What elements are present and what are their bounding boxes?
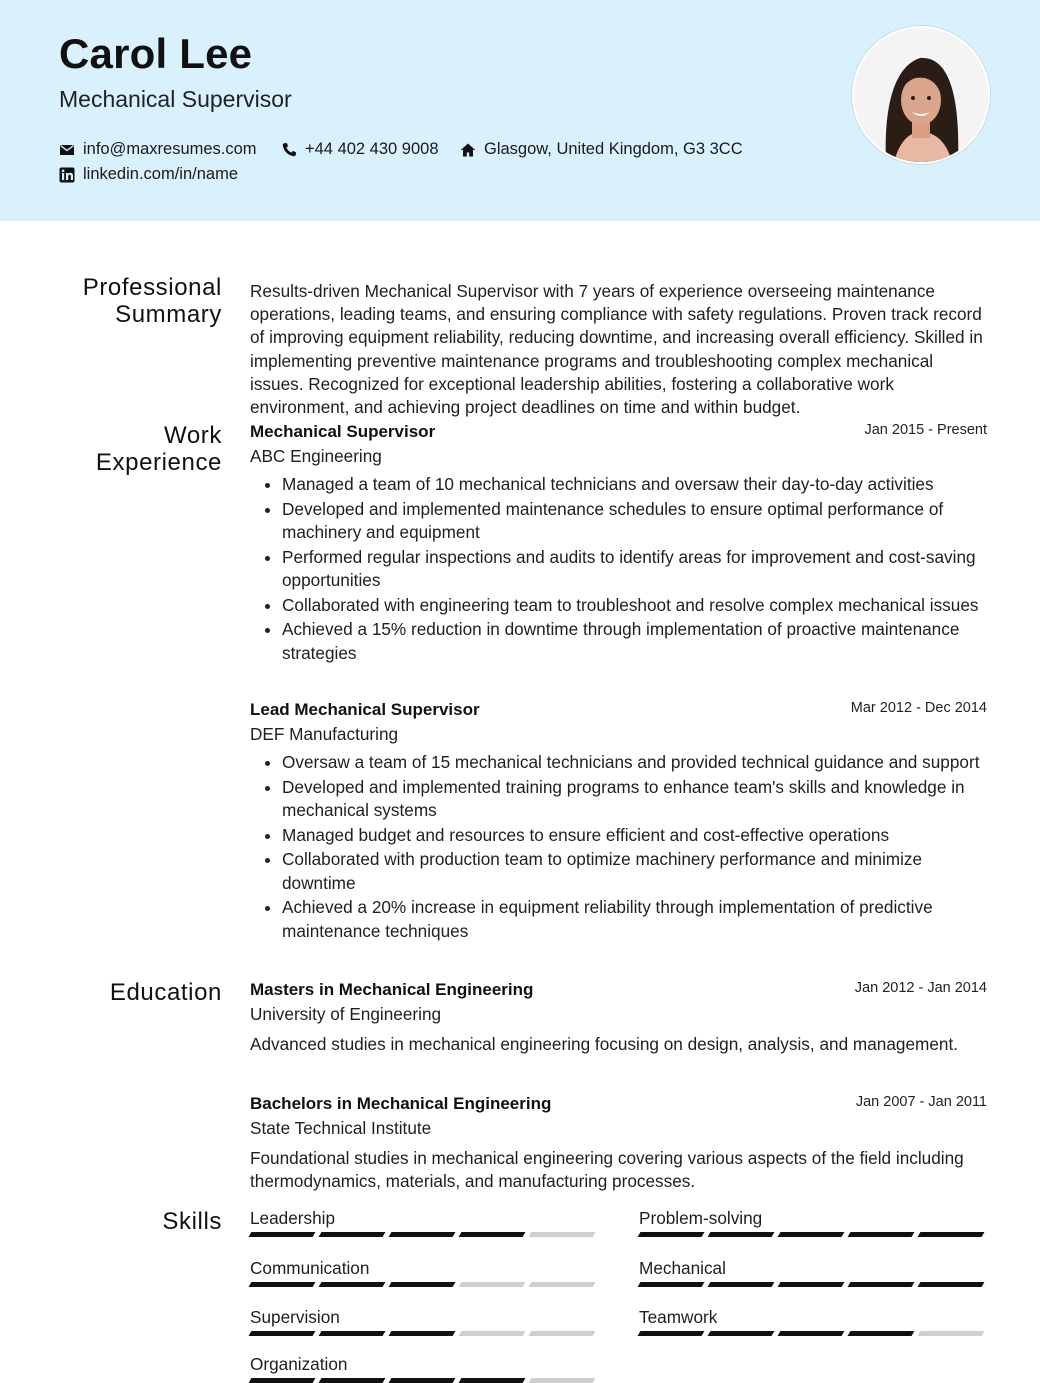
skill-segment [918, 1282, 985, 1287]
skill-segment [778, 1232, 845, 1237]
skill-segment [319, 1282, 386, 1287]
bullet-item: • Managed budget and resources to ensure efficient and cost-effective operations [282, 824, 987, 848]
skill-segment [529, 1282, 596, 1287]
skill-segment [389, 1232, 456, 1237]
school-name: University of Engineering [250, 1004, 442, 1024]
bullet-item: • Achieved a 20% increase in equipment reliability through implementation of predictive maintenance techniques [282, 896, 987, 943]
location-text: Glasgow, United Kingdom, G3 3CC [484, 140, 743, 158]
skill-segment [918, 1331, 985, 1336]
email-text: info@maxresumes.com [83, 140, 257, 158]
job-dates: Mar 2012 - Dec 2014 [850, 700, 987, 716]
skill-segment [459, 1331, 526, 1336]
skill-level-bar [639, 1232, 987, 1237]
skill-segment [778, 1331, 845, 1336]
education-description: Advanced studies in mechanical engineering focusing on design, analysis, and management. [250, 1034, 959, 1054]
skill-segment [389, 1331, 456, 1336]
bullet-item: • Oversaw a team of 15 mechanical technicians and provided technical guidance and support [282, 751, 987, 775]
skill-level-bar [250, 1331, 598, 1336]
company-name: DEF Manufacturing [250, 724, 399, 744]
degree-title: Masters in Mechanical Engineering [250, 980, 534, 999]
job-title: Lead Mechanical Supervisor [250, 700, 480, 719]
skill-segment [249, 1282, 316, 1287]
skill-item [639, 1208, 987, 1237]
skill-level-bar [250, 1232, 598, 1237]
skill-name: Problem-solving [639, 1208, 763, 1228]
skill-segment [848, 1232, 915, 1237]
skill-segment [708, 1282, 775, 1287]
section-label-work [96, 422, 222, 476]
skill-segment [249, 1378, 316, 1383]
work-label-line1: Work [164, 422, 222, 449]
section-label-education: Education [109, 979, 222, 1006]
skill-segment [459, 1232, 526, 1237]
skill-item [639, 1307, 987, 1336]
linkedin-text: linkedin.com/in/name [83, 165, 238, 183]
skill-segment [638, 1331, 705, 1336]
bullet-item: • Developed and implemented maintenance schedules to ensure optimal performance of machinery and equipment [282, 498, 987, 545]
skill-name: Teamwork [639, 1307, 718, 1327]
skill-segment [529, 1378, 596, 1383]
skill-segment [529, 1331, 596, 1336]
skill-segment [389, 1378, 456, 1383]
skill-level-bar [250, 1282, 598, 1287]
skill-segment [708, 1331, 775, 1336]
skill-level-bar [639, 1331, 987, 1336]
bullet-item: • Managed a team of 10 mechanical technicians and oversaw their day-to-day activities [282, 473, 987, 497]
bullet-item: • Achieved a 15% reduction in downtime through implementation of proactive maintenance strategies [282, 618, 987, 665]
skill-segment [918, 1232, 985, 1237]
home-icon [460, 142, 476, 158]
skill-segment [319, 1378, 386, 1383]
skill-segment [708, 1232, 775, 1237]
skill-name: Supervision [250, 1307, 340, 1327]
skill-segment [319, 1232, 386, 1237]
skill-name: Organization [250, 1354, 348, 1374]
education-entry [250, 1094, 987, 1193]
job-entry [250, 422, 987, 666]
summary-label-line2: Summary [115, 301, 222, 328]
skill-segment [389, 1282, 456, 1287]
skill-item [250, 1258, 598, 1287]
contact-linkedin[interactable] [59, 165, 238, 184]
skill-segment [638, 1232, 705, 1237]
candidate-name: Carol Lee [59, 30, 253, 77]
skill-segment [249, 1331, 316, 1336]
job-dates: Jan 2015 - Present [864, 422, 987, 438]
skill-item [250, 1307, 598, 1336]
bullet-item: • Collaborated with engineering team to troubleshoot and resolve complex mechanical issues [282, 594, 987, 618]
skill-segment [638, 1282, 705, 1287]
summary-label-line1: Professional [82, 274, 222, 301]
skill-name: Leadership [250, 1208, 336, 1228]
bullet-item: • Collaborated with production team to optimize machinery performance and minimize downtime [282, 848, 987, 895]
education-dates: Jan 2012 - Jan 2014 [854, 980, 987, 996]
education-description: Foundational studies in mechanical engineering covering various aspects of the field including thermodynamics, materials, and manufacturing processes. [250, 1148, 964, 1192]
education-entry [250, 980, 987, 1056]
degree-title: Bachelors in Mechanical Engineering [250, 1094, 552, 1113]
skill-level-bar [250, 1378, 598, 1383]
contact-location [460, 140, 743, 159]
envelope-icon [59, 142, 75, 158]
company-name: ABC Engineering [250, 446, 382, 466]
contact-email[interactable] [59, 140, 257, 159]
skill-segment [319, 1331, 386, 1336]
resume-header [0, 0, 1040, 221]
section-label-summary [83, 274, 222, 328]
summary-block [250, 280, 987, 419]
linkedin-icon [59, 167, 75, 183]
skill-segment [529, 1232, 596, 1237]
skill-segment [848, 1282, 915, 1287]
phone-text: +44 402 430 9008 [305, 140, 439, 158]
contact-phone[interactable] [281, 140, 439, 159]
bullet-item: • Performed regular inspections and audits to identify areas for improvement and cost-saving opportunities [282, 546, 987, 593]
profile-photo [852, 26, 990, 164]
skill-segment [778, 1282, 845, 1287]
school-name: State Technical Institute [250, 1118, 432, 1138]
skill-item [639, 1258, 987, 1287]
skill-segment [249, 1232, 316, 1237]
skill-name: Communication [250, 1258, 370, 1278]
bullet-item: • Developed and implemented training programs to enhance team's skills and knowledge in mechanical systems [282, 776, 987, 823]
work-label-line2: Experience [95, 449, 222, 476]
skill-item [250, 1208, 598, 1237]
skill-item [250, 1354, 598, 1383]
skill-segment [459, 1378, 526, 1383]
skill-segment [848, 1331, 915, 1336]
education-dates: Jan 2007 - Jan 2011 [855, 1094, 987, 1110]
job-bullets [250, 473, 987, 665]
phone-icon [281, 142, 297, 158]
section-label-skills: Skills [162, 1208, 222, 1235]
skill-level-bar [639, 1282, 987, 1287]
skill-name: Mechanical [639, 1258, 726, 1278]
job-entry [250, 700, 987, 944]
summary-text: Results-driven Mechanical Supervisor with 7 years of experience overseeing maintenance operations, leading teams, and ensuring compliance with safety regulations. Proven track record of improving equipment reliability, reducing downtime, and increasing overall efficiency. Skilled in implementing preventive maintenance programs and troubleshooting complex mechanical issues. Recognized for exceptional leadership abilities, fostering a collaborative work environment, and achieving project deadlines on time and within budget. [250, 281, 983, 418]
job-title: Mechanical Supervisor [250, 422, 436, 441]
skill-segment [459, 1282, 526, 1287]
job-bullets [250, 751, 987, 943]
candidate-title: Mechanical Supervisor [59, 86, 292, 112]
